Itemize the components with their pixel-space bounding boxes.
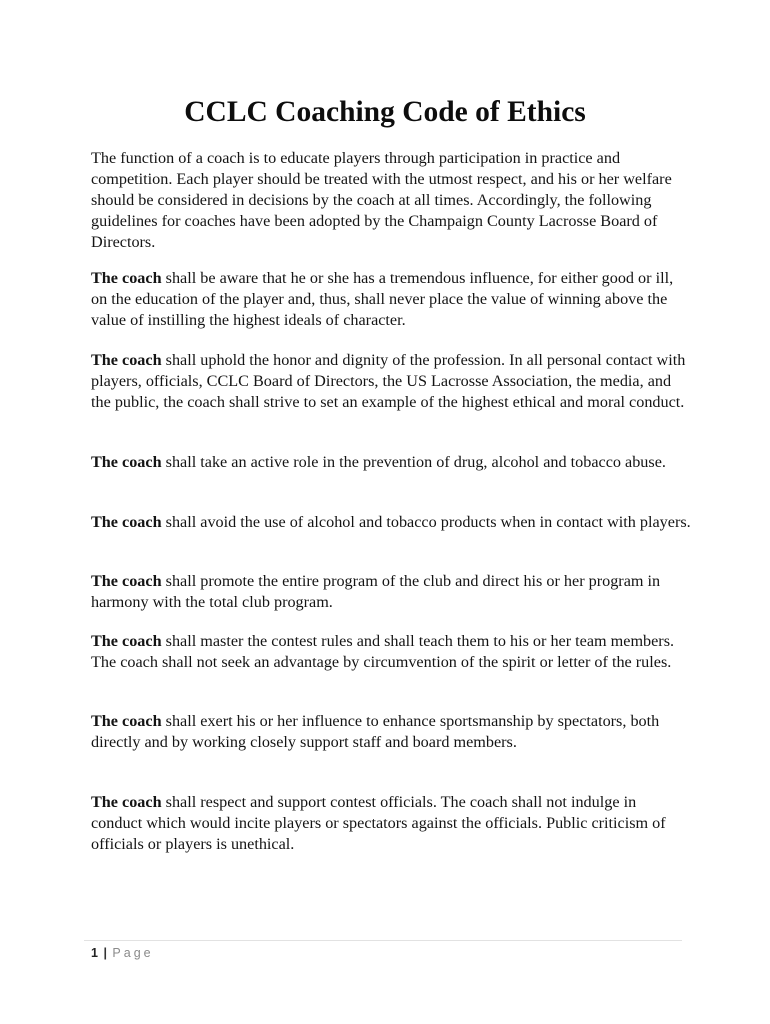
rule-lead: The coach	[91, 351, 162, 369]
page-number: 1	[91, 946, 98, 960]
rule-lead: The coach	[91, 712, 162, 730]
rule-text: shall be aware that he or she has a tremendous influence, for either good or ill, on the education of the player and, thus, shall never place the value of winning above the value of instilling the highest ideals of character.	[91, 269, 674, 329]
page-footer	[91, 944, 154, 962]
rule-text: shall take an active role in the prevention of drug, alcohol and tobacco abuse.	[161, 453, 666, 471]
rule-paragraph	[91, 512, 691, 533]
footer-separator: |	[103, 946, 107, 960]
rule-text: shall promote the entire program of the club and direct his or her program in harmony with the total club program.	[91, 572, 661, 611]
document-title: CCLC Coaching Code of Ethics	[184, 96, 586, 128]
rule-paragraph	[91, 711, 691, 753]
intro-paragraph: The function of a coach is to educate players through participation in practice and competition. Each player should be treated with the utmost respect, and his or her welfare should be considered in decisions by the coach at all times. Accordingly, the following guidelines for coaches have been adopted by the Champaign County Lacrosse Board of Directors.	[91, 149, 672, 251]
rule-paragraph	[91, 571, 691, 613]
rule-text: shall exert his or her influence to enhance sportsmanship by spectators, both directly and by working closely support staff and board members.	[91, 712, 660, 751]
rule-lead: The coach	[91, 632, 162, 650]
rule-lead: The coach	[91, 513, 162, 531]
rule-lead: The coach	[91, 572, 162, 590]
rule-lead: The coach	[91, 269, 162, 287]
rule-lead: The coach	[91, 793, 162, 811]
rule-text: shall avoid the use of alcohol and tobacco products when in contact with players.	[161, 513, 691, 531]
page-label: Page	[112, 946, 154, 960]
rule-lead: The coach	[91, 453, 162, 471]
footer-divider	[84, 940, 682, 941]
rule-paragraph	[91, 268, 691, 331]
rule-text: shall uphold the honor and dignity of the profession. In all personal contact with players, officials, CCLC Board of Directors, the US Lacrosse Association, the media, and the public, the coach shall strive to set an example of the highest ethical and moral conduct.	[91, 351, 686, 411]
rule-text: shall master the contest rules and shall teach them to his or her team members. The coach shall not seek an advantage by circumvention of the spirit or letter of the rules.	[91, 632, 675, 671]
rule-paragraph	[91, 792, 691, 855]
rule-paragraph	[91, 452, 691, 473]
rule-paragraph	[91, 350, 691, 413]
rule-paragraph	[91, 631, 691, 673]
rule-text: shall respect and support contest officials. The coach shall not indulge in conduct which would incite players or spectators against the officials. Public criticism of officials or players is unethical.	[91, 793, 666, 853]
